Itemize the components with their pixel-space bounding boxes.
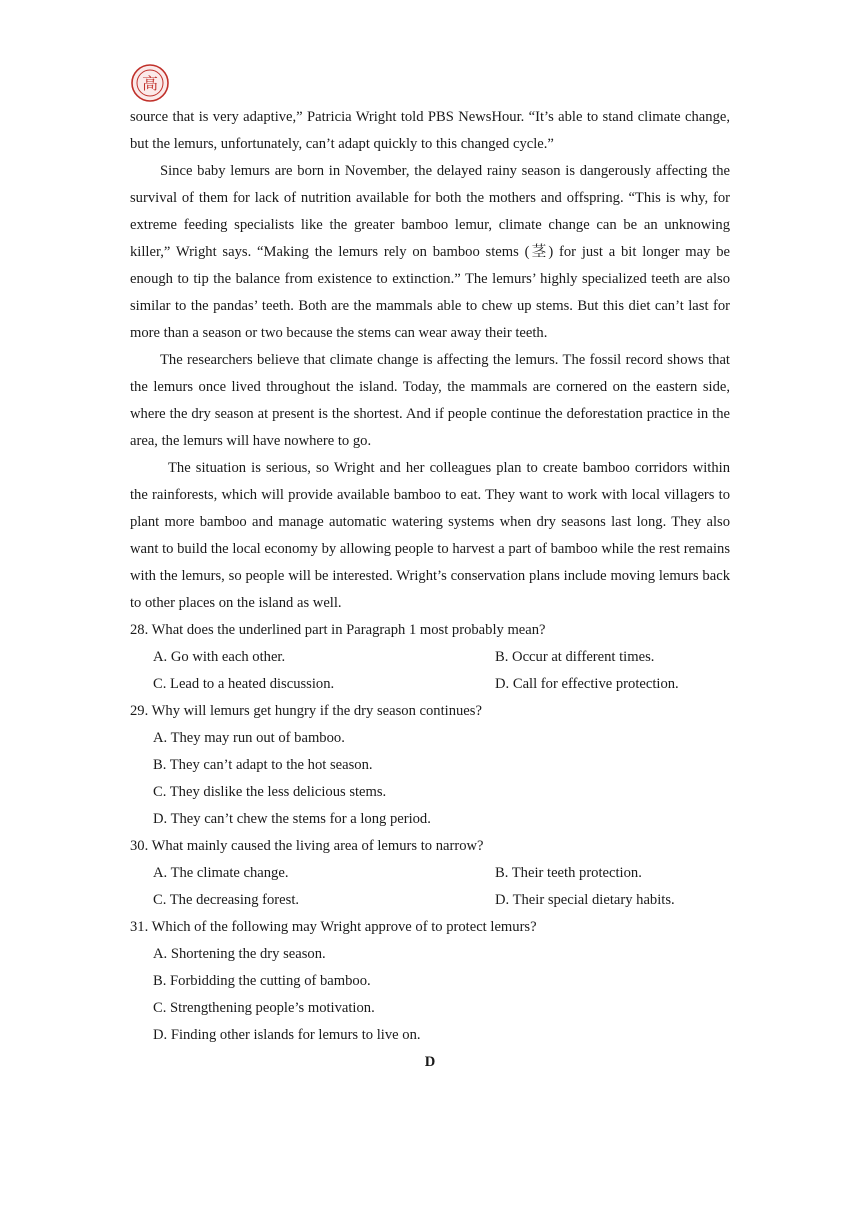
option: B. They can’t adapt to the hot season. — [153, 757, 373, 773]
option: C. The decreasing forest. — [153, 892, 300, 908]
option: C. Strengthening people’s motivation. — [153, 1000, 375, 1016]
option: A. Shortening the dry season. — [153, 946, 326, 962]
document-body — [130, 104, 730, 1076]
paragraph-4: The situation is serious, so Wright and her colleagues plan to create bamboo corridors within the rainforests, which will provide available bamboo to eat. They want to work with local villagers to plant more bamboo and manage automatic watering systems when dry seasons last long. They also want to build the local economy by allowing people to harvest a part of bamboo while the rest remains with the lemurs, so people will be interested. Wright’s conservation plans include moving lemurs back to other places on the island as well. — [130, 460, 730, 611]
option: A. The climate change. — [153, 865, 289, 881]
question-30: 30. What mainly caused the living area of lemurs to narrow? — [130, 838, 484, 854]
logo-glyph: 高 — [141, 74, 159, 93]
paragraph-continuation: source that is very adaptive,” Patricia Wright told PBS NewsHour. “It’s able to stand climate change, but the lemurs, unfortunately, can’t adapt quickly to this changed cycle.” — [130, 109, 730, 152]
question-30-options-row-1 — [130, 860, 730, 887]
section-heading: D — [424, 1054, 436, 1070]
paragraph-3: The researchers believe that climate change is affecting the lemurs. The fossil record shows that the lemurs once lived throughout the island. Today, the mammals are cornered on the eastern side, where the dry season at present is the shortest. And if people continue the deforestation practice in the area, the lemurs will have nowhere to go. — [130, 352, 730, 449]
option: B. Their teeth protection. — [495, 865, 642, 881]
question-30-options-row-2 — [130, 887, 730, 914]
option: C. They dislike the less delicious stems. — [153, 784, 387, 800]
option: D. Call for effective protection. — [495, 676, 679, 692]
question-31: 31. Which of the following may Wright approve of to protect lemurs? — [130, 919, 537, 935]
option: B. Occur at different times. — [495, 649, 655, 665]
option: B. Forbidding the cutting of bamboo. — [153, 973, 371, 989]
question-28-options-row-1 — [130, 644, 730, 671]
paragraph-2: Since baby lemurs are born in November, the delayed rainy season is dangerously affecting the survival of them for lack of nutrition available for both the mothers and offspring. “This is why, for extreme feeding specialists like the greater bamboo lemur, climate change can be an unknowing killer,” Wright says. “Making the lemurs rely on bamboo stems (茎) for just a bit longer may be enough to tip the balance from existence to extinction.” The lemurs’ highly specialized teeth are also similar to the pandas’ teeth. Both are the mammals able to chew up stems. But this diet can’t last for more than a season or two because the stems can wear away their teeth. — [130, 163, 730, 341]
option: D. Finding other islands for lemurs to live on. — [153, 1027, 421, 1043]
question-28-options-row-2 — [130, 671, 730, 698]
option: A. Go with each other. — [153, 649, 286, 665]
option: C. Lead to a heated discussion. — [153, 676, 335, 692]
school-logo — [131, 64, 169, 102]
question-28: 28. What does the underlined part in Paragraph 1 most probably mean? — [130, 622, 546, 638]
question-29: 29. Why will lemurs get hungry if the dry season continues? — [130, 703, 482, 719]
option: D. They can’t chew the stems for a long period. — [153, 811, 431, 827]
option: A. They may run out of bamboo. — [153, 730, 345, 746]
option: D. Their special dietary habits. — [495, 892, 675, 908]
